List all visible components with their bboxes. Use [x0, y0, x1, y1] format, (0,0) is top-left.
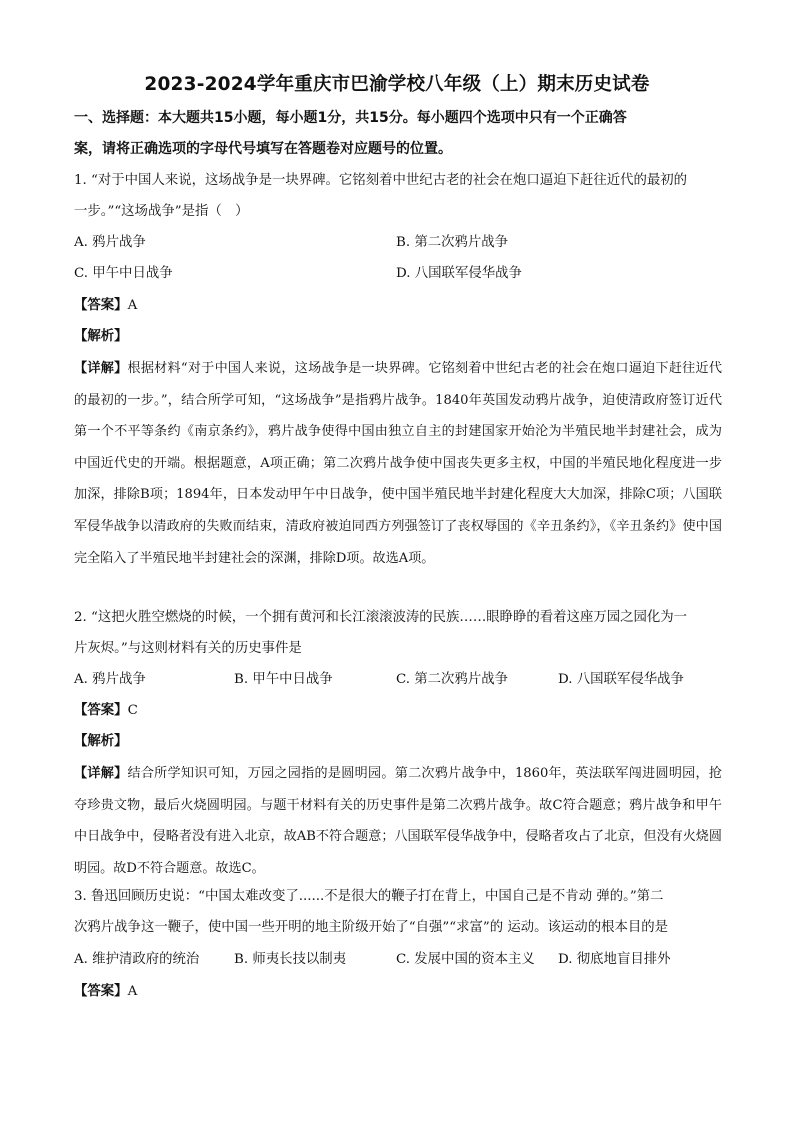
question-2-option-d: D. 八国联军侵华战争	[558, 672, 684, 687]
answer-value: A	[127, 984, 138, 999]
question-1-option-d: D. 八国联军侵华战争	[396, 266, 522, 281]
detail-text: 根据材料“对于中国人来说，这场战争是一块界碑。它铭刻着中世纪古老的社会在炮口逼迫下赶往近代的最初的一步。”，结合所学可知，“这场战争”是指鸦片战争。1840年英国发动鸦片战争，迫使清政府签订近代第一个不平等条约《南京条约》，鸦片战争使得中国由独立自主的封建国家开始沦为半殖民地半封建社会，成为中国近代史的开端。根据题意，A项正确；第二次鸦片战争使中国丧失更多主权，中国的半殖民地化程度进一步加深，排除B项；1894年，日本发动甲午中日战争，使中国半殖民地半封建化程度大大加深，排除C项；八国联军侵华战争以清政府的失败而结束，清政府被迫同西方列强签订了丧权辱国的《辛丑条约》，《辛丑条约》使中国完全陷入了半殖民地半封建社会的深渊，排除D项。故选A项。	[74, 361, 723, 566]
question-3-option-a: A. 维护清政府的统治	[74, 952, 200, 967]
answer-value: A	[127, 298, 138, 313]
answer-tag: 【答案】	[74, 298, 128, 313]
question-1-option-b: B. 第二次鸦片战争	[396, 235, 509, 250]
question-1-stem-line-1: 1. “对于中国人来说，这场战争是一块界碑。它铭刻着中世纪古老的社会在炮口逼迫下赶往近代的最初的	[74, 173, 688, 188]
question-1-detail	[74, 353, 722, 574]
question-2-analysis-tag: 【解析】	[74, 734, 128, 749]
answer-tag: 【答案】	[74, 984, 128, 999]
question-3-answer	[74, 982, 137, 1002]
answer-tag: 【答案】	[74, 703, 128, 718]
question-2-option-b: B. 甲午中日战争	[234, 672, 333, 687]
question-3-stem-line-1: 3. 鲁迅回顾历史说：“中国太难改变了......不是很大的鞭子打在背上，中国自己是不肯动 弹的。”第二	[74, 889, 664, 904]
question-2-option-a: A. 鸦片战争	[74, 672, 146, 687]
detail-tag: 【详解】	[74, 361, 128, 376]
question-2-option-c: C. 第二次鸦片战争	[396, 672, 509, 687]
section-heading-line-1: 一、选择题：本大题共15小题，每小题1分，共15分。每小题四个选项中只有一个正确答	[74, 110, 627, 126]
question-3-stem-line-2: 次鸦片战争这一鞭子，使中国一些开明的地主阶级开始了“自强”“求富”的 运动。该运动的根本目的是	[74, 920, 669, 935]
answer-value: C	[127, 703, 138, 718]
question-2-stem-line-1: 2. “这把火胜空燃烧的时候，一个拥有黄河和长江滚滚波涛的民族……眼睁睁的看着这座万园之园化为一	[74, 610, 688, 625]
question-2-answer	[74, 701, 138, 721]
question-1-answer	[74, 296, 137, 316]
question-3-option-b: B. 师夷长技以制夷	[234, 952, 347, 967]
section-heading-line-2: 案，请将正确选项的字母代号填写在答题卷对应题号的位置。	[74, 141, 452, 157]
question-2-detail	[74, 758, 722, 884]
question-1-option-a: A. 鸦片战争	[74, 235, 146, 250]
question-1-option-c: C. 甲午中日战争	[74, 266, 173, 281]
question-1-analysis-tag: 【解析】	[74, 329, 128, 344]
question-2-stem-line-2: 片灰烬。”与这则材料有关的历史事件是	[74, 641, 302, 656]
page-title: 2023-2024学年重庆市巴渝学校八年级（上）期末历史试卷	[144, 74, 650, 95]
question-1-stem-line-2: 一步。”“这场战争”是指（ ）	[74, 204, 249, 219]
question-3-option-d: D. 彻底地盲目排外	[558, 952, 671, 967]
detail-tag: 【详解】	[74, 766, 128, 781]
detail-text: 结合所学知识可知，万园之园指的是圆明园。第二次鸦片战争中，1860年，英法联军闯进圆明园，抢夺珍贵文物，最后火烧圆明园。与题干材料有关的历史事件是第二次鸦片战争。故C符合题意；鸦片战争和甲午中日战争中，侵略者没有进入北京，故AB不符合题意；八国联军侵华战争中，侵略者攻占了北京，但没有火烧圆明园。故D不符合题意。故选C。	[74, 766, 722, 876]
question-3-option-c: C. 发展中国的资本主义	[396, 952, 535, 967]
